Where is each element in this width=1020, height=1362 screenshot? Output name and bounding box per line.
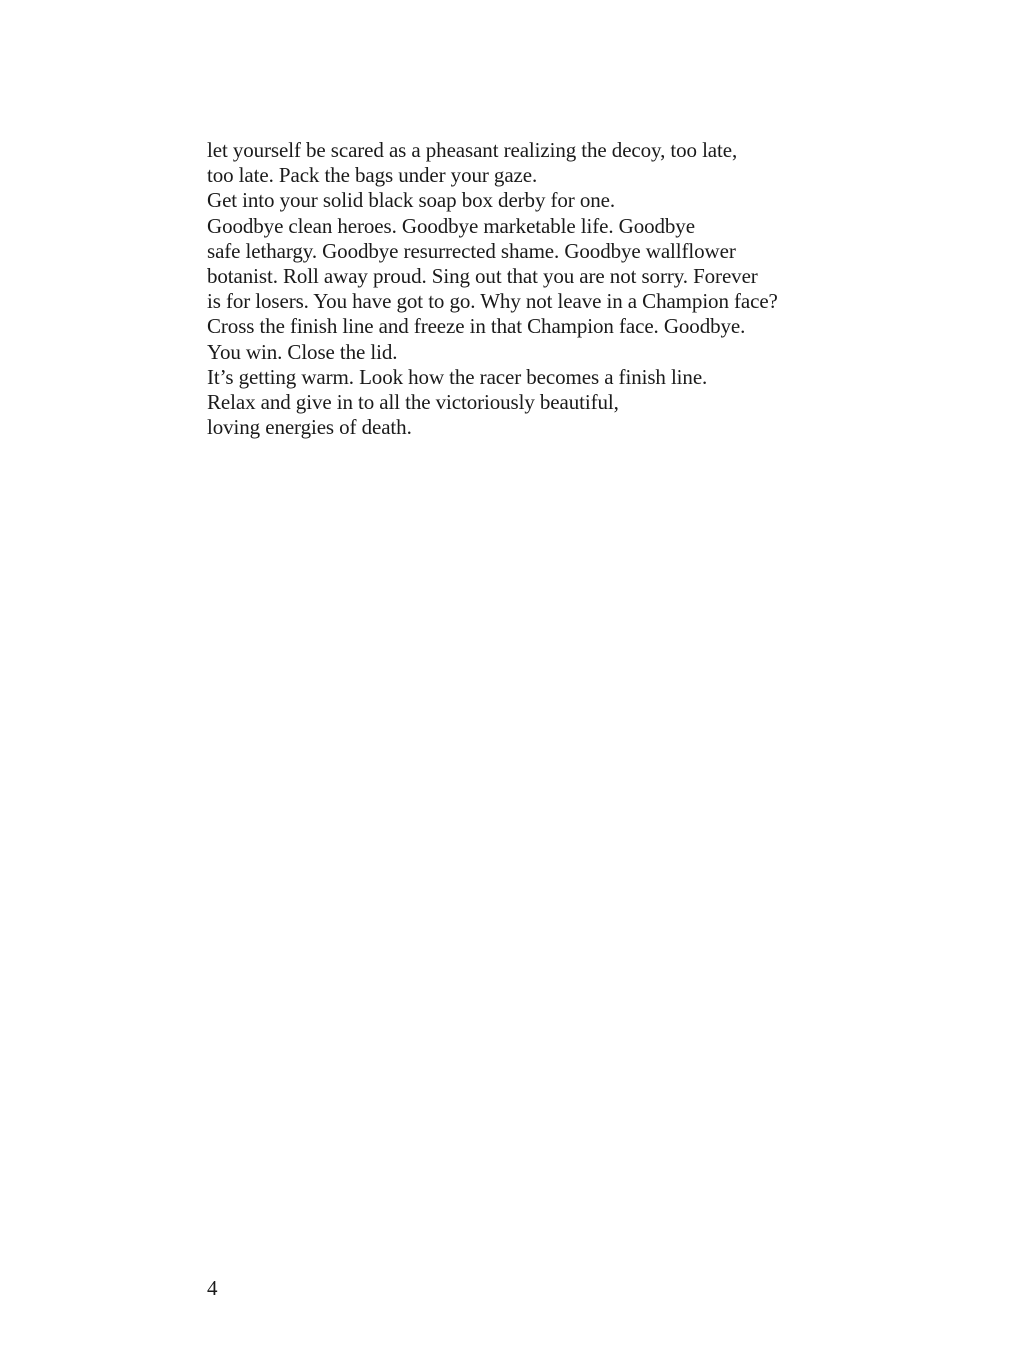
- poem-line: You win. Close the lid.: [207, 339, 398, 364]
- poem-line: Goodbye clean heroes. Goodbye marketable life. Goodbye: [207, 213, 695, 238]
- poem-line: Get into your solid black soap box derby for one.: [207, 188, 616, 213]
- page-number: 4: [207, 1276, 218, 1300]
- poem-line: safe lethargy. Goodbye resurrected shame. Goodbye wallflower: [207, 238, 736, 263]
- poem-line: Relax and give in to all the victoriously beautiful,: [207, 390, 619, 415]
- poem-line: It’s getting warm. Look how the racer becomes a finish line.: [207, 364, 708, 389]
- poem-line: Cross the finish line and freeze in that Champion face. Goodbye.: [207, 314, 746, 339]
- poem-body: [207, 138, 778, 440]
- poem-line: is for losers. You have got to go. Why not leave in a Champion face?: [207, 289, 778, 314]
- poem-line: loving energies of death.: [207, 415, 412, 440]
- poem-line: let yourself be scared as a pheasant realizing the decoy, too late,: [207, 138, 738, 162]
- poem-line: botanist. Roll away proud. Sing out that you are not sorry. Forever: [207, 264, 758, 289]
- poem-line: too late. Pack the bags under your gaze.: [207, 163, 538, 188]
